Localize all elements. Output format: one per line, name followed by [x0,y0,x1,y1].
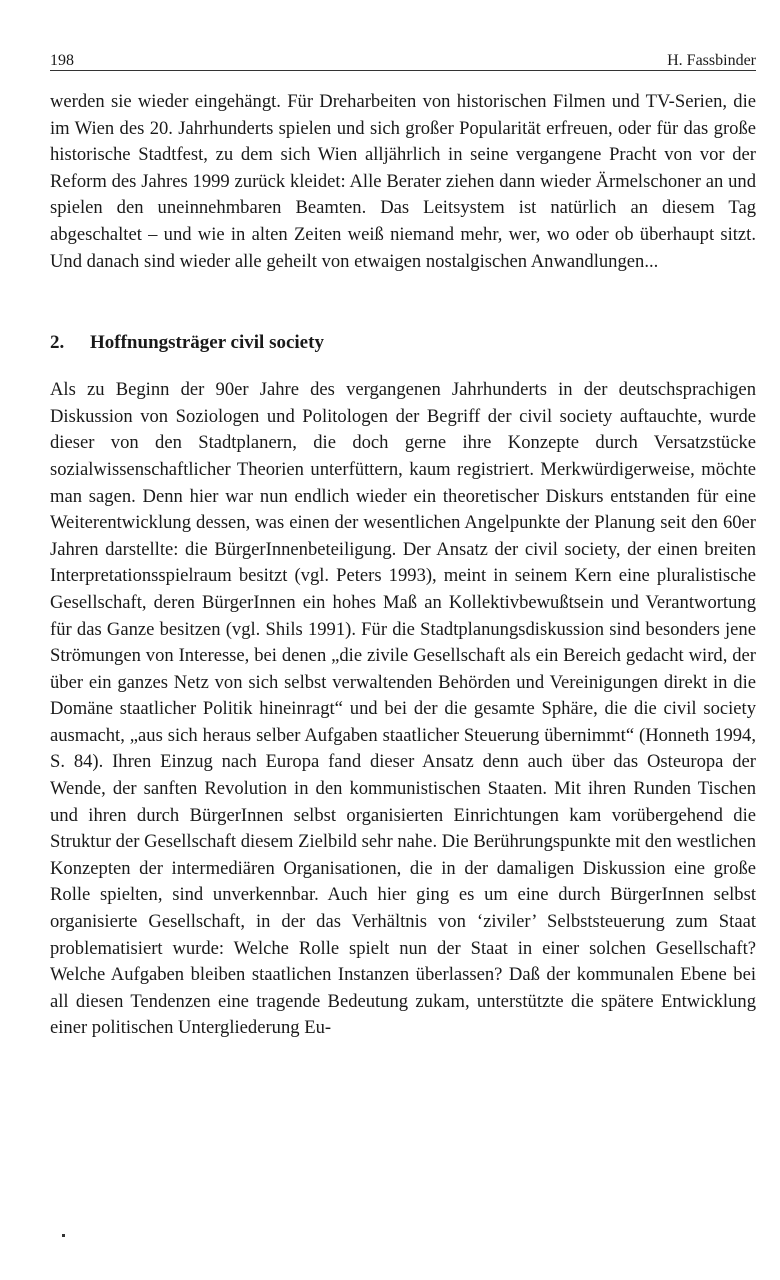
body-paragraph-continued: werden sie wieder eingehängt. Für Dreharbeiten von historischen Filmen und TV-Serien, die im Wien des 20. Jahrhunderts spielen und sich großer Popularität erfreuen, oder für das große historische Stadtfest, zu dem sich Wien alljährlich in seine vergangene Pracht von vor der Reform des Jahres 1999 zurück kleidet: Alle Berater ziehen dann wieder Ärmelschoner an und spielen den uneinnehmbaren Beamten. Das Leitsystem ist natürlich an diesem Tag abgeschaltet – und wie in alten Zeiten weiß niemand mehr, wer, wo oder ob überhaupt sitzt. Und danach sind wieder alle geheilt von etwaigen nostalgischen Anwandlungen... [50,91,756,272]
section-number: 2. [50,332,65,354]
book-page [50,44,756,1042]
running-head-author: H. Fassbinder [667,52,756,69]
running-header [50,44,756,71]
section-heading [50,329,756,357]
body-paragraph: Als zu Beginn der 90er Jahre des vergangenen Jahrhunderts in der deutschsprachigen Diskussion von Soziologen und Politologen der Begriff der civil society auftauchte, wurde dieser von den Stadtplanern, die doch gerne ihre Konzepte durch Versatzstücke sozialwissenschaftlicher Theorien unterfüttern, kaum registriert. Merkwürdigerweise, möchte man sagen. Denn hier war nun endlich wieder ein theoretischer Diskurs entstanden für eine Weiterentwicklung dessen, was einen der wesentlichen Angelpunkte der Planung seit den 60er Jahren darstellte: die BürgerInnenbeteiligung. Der Ansatz der civil society, der einen breiten Interpretationsspielraum besitzt (vgl. Peters 1993), meint in seinem Kern eine pluralistische Gesellschaft, deren BürgerInnen ein hohes Maß an Kollektivbewußtsein und Verantwortung für das Ganze besitzen (vgl. Shils 1991). Für die Stadtplanungsdiskussion sind besonders jene Strömungen von Interesse, bei denen „die zivile Gesellschaft als ein Bereich gedacht wird, der über ein ganzes Netz von sich selbst verwaltenden Behörden und Vereinigungen direkt in die Domäne staatlicher Politik hineinragt“ und bei der die gesamte Sphäre, die die civil society ausmacht, „aus sich heraus selber Aufgaben staatlicher Steuerung übernimmt“ (Honneth 1994, S. 84). Ihren Einzug nach Europa fand dieser Ansatz denn auch über das Osteuropa der Wende, der sanften Revolution in den kommunistischen Staaten. Mit ihren Runden Tischen und ihren durch BürgerInnen selbst organisierten Einrichtungen kam vorübergehend die Struktur der Gesellschaft diesem Zielbild sehr nahe. Die Berührungspunkte mit den westlichen Konzepten der intermediären Organisationen, die in der damaligen Diskussion eine große Rolle spielten, sind unverkennbar. Auch hier ging es um eine durch BürgerInnen selbst organisierte Gesellschaft, in der das Verhältnis von ‘ziviler’ Selbststeuerung zum Staat problematisiert wurde: Welche Rolle spielt nun der Staat in einer solchen Gesellschaft? Welche Aufgaben bleiben staatlichen Instanzen überlassen? Daß der kommunalen Ebene bei all diesen Tendenzen eine tragende Bedeutung zukam, unterstützte die spätere Entwicklung einer politischen Untergliederung Eu- [50,379,756,1039]
scan-speck [62,1234,65,1237]
page-number: 198 [50,52,74,69]
section-title: Hoffnungsträger civil society [90,332,324,354]
